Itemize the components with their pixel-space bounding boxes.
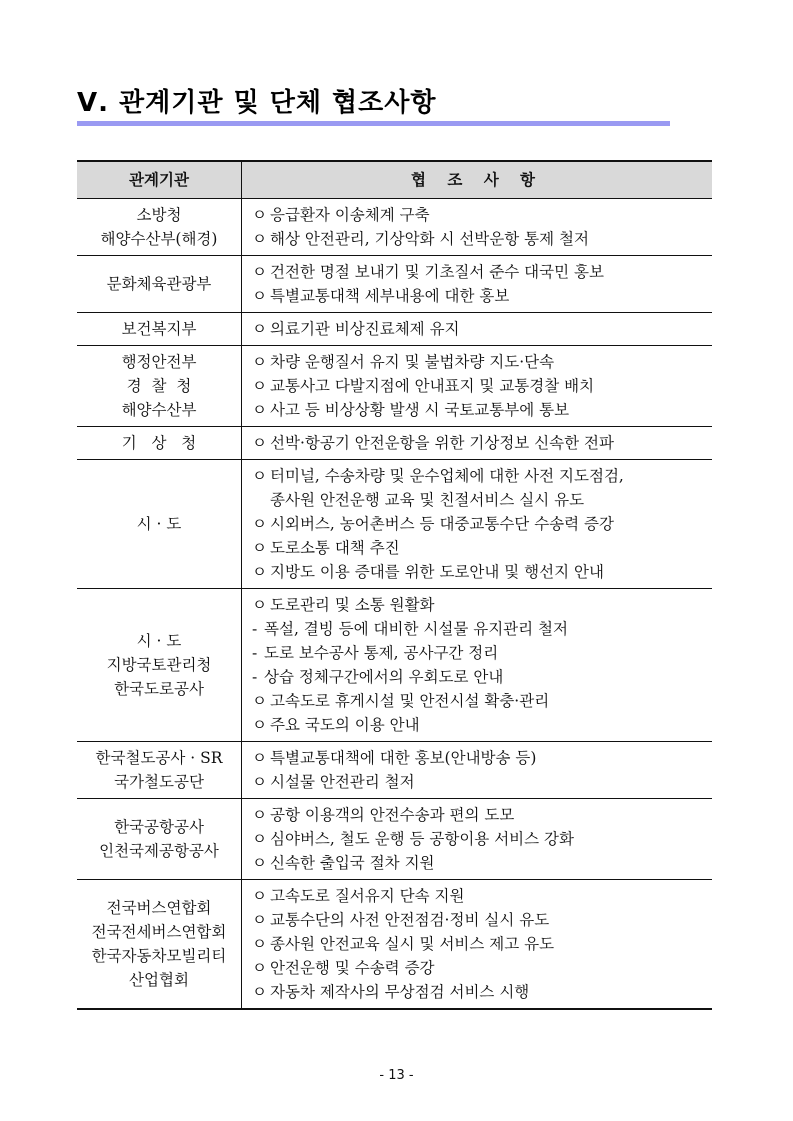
agency-name: 산업협회 [129, 971, 189, 989]
bullet-marker: ㅇ [252, 806, 267, 824]
cooperation-cell [242, 880, 713, 1010]
item-text: 도로소통 대책 추진 [270, 539, 400, 557]
bullet-marker: ㅇ [252, 353, 267, 371]
bullet-marker: ㅇ [252, 959, 267, 977]
list-item [252, 884, 706, 908]
bullet-marker: ㅇ [252, 434, 267, 452]
bullet-marker: ㅇ [252, 401, 267, 419]
table-header-row [77, 161, 712, 199]
agency-name: 시 · 도 [136, 515, 182, 533]
bullet-marker: ㅇ [252, 539, 267, 557]
item-text: 특별교통대책에 대한 홍보(안내방송 등) [270, 749, 537, 767]
cooperation-cell [242, 199, 713, 256]
list-item [252, 227, 706, 251]
table-body [77, 199, 712, 1010]
list-item [252, 560, 706, 584]
item-text: 심야버스, 철도 운행 등 공항이용 서비스 강화 [270, 830, 575, 848]
sub-item [252, 665, 706, 689]
list-item [252, 203, 706, 227]
agency-name: 한국자동차모빌리티 [91, 947, 227, 965]
agency-cell [77, 256, 242, 313]
cooperation-cell [242, 313, 713, 346]
cooperation-cell [242, 427, 713, 460]
list-item [252, 260, 706, 284]
list-item [252, 593, 706, 617]
item-text: 선박·항공기 안전운항을 위한 기상정보 신속한 전파 [270, 434, 614, 452]
item-text: 해상 안전관리, 기상악화 시 선박운항 통제 철저 [270, 230, 589, 248]
list-item [252, 713, 706, 737]
item-text: 상습 정체구간에서의 우회도로 안내 [264, 668, 504, 686]
item-text: 차량 운행질서 유지 및 불법차량 지도·단속 [270, 353, 555, 371]
agency-cell [77, 799, 242, 880]
cooperation-cell [242, 799, 713, 880]
item-text: 시설물 안전관리 철저 [270, 773, 415, 791]
agency-name: 한국철도공사 · SR [95, 749, 223, 767]
agency-cell [77, 199, 242, 256]
bullet-marker: - [252, 620, 258, 638]
agency-name: 보건복지부 [121, 320, 197, 338]
agency-name: 전국전세버스연합회 [91, 923, 227, 941]
item-text: 고속도로 질서유지 단속 지원 [270, 887, 465, 905]
list-item [252, 689, 706, 713]
agency-name: 전국버스연합회 [106, 899, 212, 917]
item-text-continued: 종사원 안전운행 교육 및 친절서비스 실시 유도 [270, 491, 585, 509]
bullet-marker: ㅇ [252, 230, 267, 248]
agency-cell [77, 346, 242, 427]
header-cooperation: 협 조 사 항 [242, 161, 713, 199]
bullet-marker: ㅇ [252, 563, 267, 581]
item-text: 터미널, 수송차량 및 운수업체에 대한 사전 지도점검, [270, 467, 624, 485]
list-item [252, 956, 706, 980]
bullet-marker: ㅇ [252, 887, 267, 905]
list-item [252, 536, 706, 560]
list-item [252, 512, 706, 536]
table-row [77, 346, 712, 427]
list-item [252, 827, 706, 851]
list-item [252, 932, 706, 956]
bullet-marker: ㅇ [252, 596, 267, 614]
cooperation-cell [242, 256, 713, 313]
item-text: 종사원 안전교육 실시 및 서비스 제고 유도 [270, 935, 555, 953]
list-item [252, 464, 706, 488]
bullet-marker: ㅇ [252, 263, 267, 281]
list-item [252, 350, 706, 374]
table-row [77, 799, 712, 880]
item-text: 신속한 출입국 절차 지원 [270, 854, 435, 872]
list-item [252, 284, 706, 308]
table-row [77, 313, 712, 346]
table-row [77, 427, 712, 460]
bullet-marker: ㅇ [252, 716, 267, 734]
agency-name: 국가철도공단 [114, 773, 204, 791]
bullet-marker: ㅇ [252, 935, 267, 953]
table-row [77, 742, 712, 799]
item-text: 지방도 이용 증대를 위한 도로안내 및 행선지 안내 [270, 563, 604, 581]
agency-cell [77, 589, 242, 742]
item-text: 시외버스, 농어촌버스 등 대중교통수단 수송력 증강 [270, 515, 614, 533]
item-text: 고속도로 휴게시설 및 안전시설 확충·관리 [270, 692, 550, 710]
bullet-marker: ㅇ [252, 692, 267, 710]
sub-item [252, 617, 706, 641]
list-item [252, 746, 706, 770]
item-text: 도로관리 및 소통 원활화 [270, 596, 435, 614]
cooperation-cell [242, 589, 713, 742]
item-text: 사고 등 비상상황 발생 시 국토교통부에 통보 [270, 401, 570, 419]
table-row [77, 880, 712, 1010]
sub-item [252, 641, 706, 665]
agency-name: 시 · 도 [136, 632, 182, 650]
bullet-marker: ㅇ [252, 911, 267, 929]
heading-underline [77, 121, 670, 126]
item-text: 건전한 명절 보내기 및 기초질서 준수 대국민 홍보 [270, 263, 604, 281]
table-row [77, 256, 712, 313]
agency-cell [77, 880, 242, 1010]
agency-cell [77, 313, 242, 346]
bullet-marker: ㅇ [252, 749, 267, 767]
item-text: 교통수단의 사전 안전점검·정비 실시 유도 [270, 911, 550, 929]
item-text: 자동차 제작사의 무상점검 서비스 시행 [270, 983, 530, 1001]
table-row [77, 589, 712, 742]
cooperation-cell [242, 742, 713, 799]
list-item [252, 770, 706, 794]
bullet-marker: ㅇ [252, 206, 267, 224]
agency-cell [77, 742, 242, 799]
agency-name: 행정안전부 [121, 353, 197, 371]
list-item [252, 398, 706, 422]
agency-name: 소방청 [136, 206, 182, 224]
item-text: 응급환자 이송체계 구축 [270, 206, 430, 224]
page-number: - 13 - [379, 1068, 414, 1083]
item-text: 의료기관 비상진료체제 유지 [270, 320, 460, 338]
item-text: 특별교통대책 세부내용에 대한 홍보 [270, 287, 510, 305]
section-heading: Ⅴ. 관계기관 및 단체 협조사항 [77, 88, 437, 118]
agency-name: 한국공항공사 [114, 818, 204, 836]
item-text: 주요 국도의 이용 안내 [270, 716, 420, 734]
bullet-marker: ㅇ [252, 515, 267, 533]
list-item [252, 374, 706, 398]
agency-cell [77, 460, 242, 589]
agency-name: 해양수산부 [121, 401, 197, 419]
header-agency: 관계기관 [77, 161, 242, 199]
cooperation-cell [242, 460, 713, 589]
list-item [252, 980, 706, 1004]
list-item [252, 431, 706, 455]
item-text: 도로 보수공사 통제, 공사구간 정리 [264, 644, 499, 662]
agency-name: 지방국토관리청 [106, 656, 212, 674]
item-text: 공항 이용객의 안전수송과 편의 도모 [270, 806, 515, 824]
agency-name: 인천국제공항공사 [99, 842, 219, 860]
list-item [252, 908, 706, 932]
list-item [252, 803, 706, 827]
table-row [77, 460, 712, 589]
list-item [252, 317, 706, 341]
bullet-marker: ㅇ [252, 287, 267, 305]
item-text: 안전운행 및 수송력 증강 [270, 959, 435, 977]
list-item [252, 851, 706, 875]
agency-name: 해양수산부(해경) [100, 230, 218, 248]
agency-name: 기 상 청 [121, 434, 197, 452]
bullet-marker: ㅇ [252, 854, 267, 872]
bullet-marker: ㅇ [252, 773, 267, 791]
agency-name: 한국도로공사 [114, 680, 204, 698]
bullet-marker: ㅇ [252, 830, 267, 848]
cooperation-cell [242, 346, 713, 427]
bullet-marker: - [252, 644, 258, 662]
agency-name: 경 찰 청 [126, 377, 192, 395]
bullet-marker: ㅇ [252, 983, 267, 1001]
bullet-marker: - [252, 668, 258, 686]
agency-cell [77, 427, 242, 460]
bullet-marker: ㅇ [252, 467, 267, 485]
agency-name: 문화체육관광부 [106, 275, 212, 293]
bullet-marker: ㅇ [252, 320, 267, 338]
item-text: 교통사고 다발지점에 안내표지 및 교통경찰 배치 [270, 377, 595, 395]
table-row [77, 199, 712, 256]
item-text: 폭설, 결빙 등에 대비한 시설물 유지관리 철저 [264, 620, 569, 638]
bullet-marker: ㅇ [252, 377, 267, 395]
cooperation-table [77, 160, 712, 1010]
